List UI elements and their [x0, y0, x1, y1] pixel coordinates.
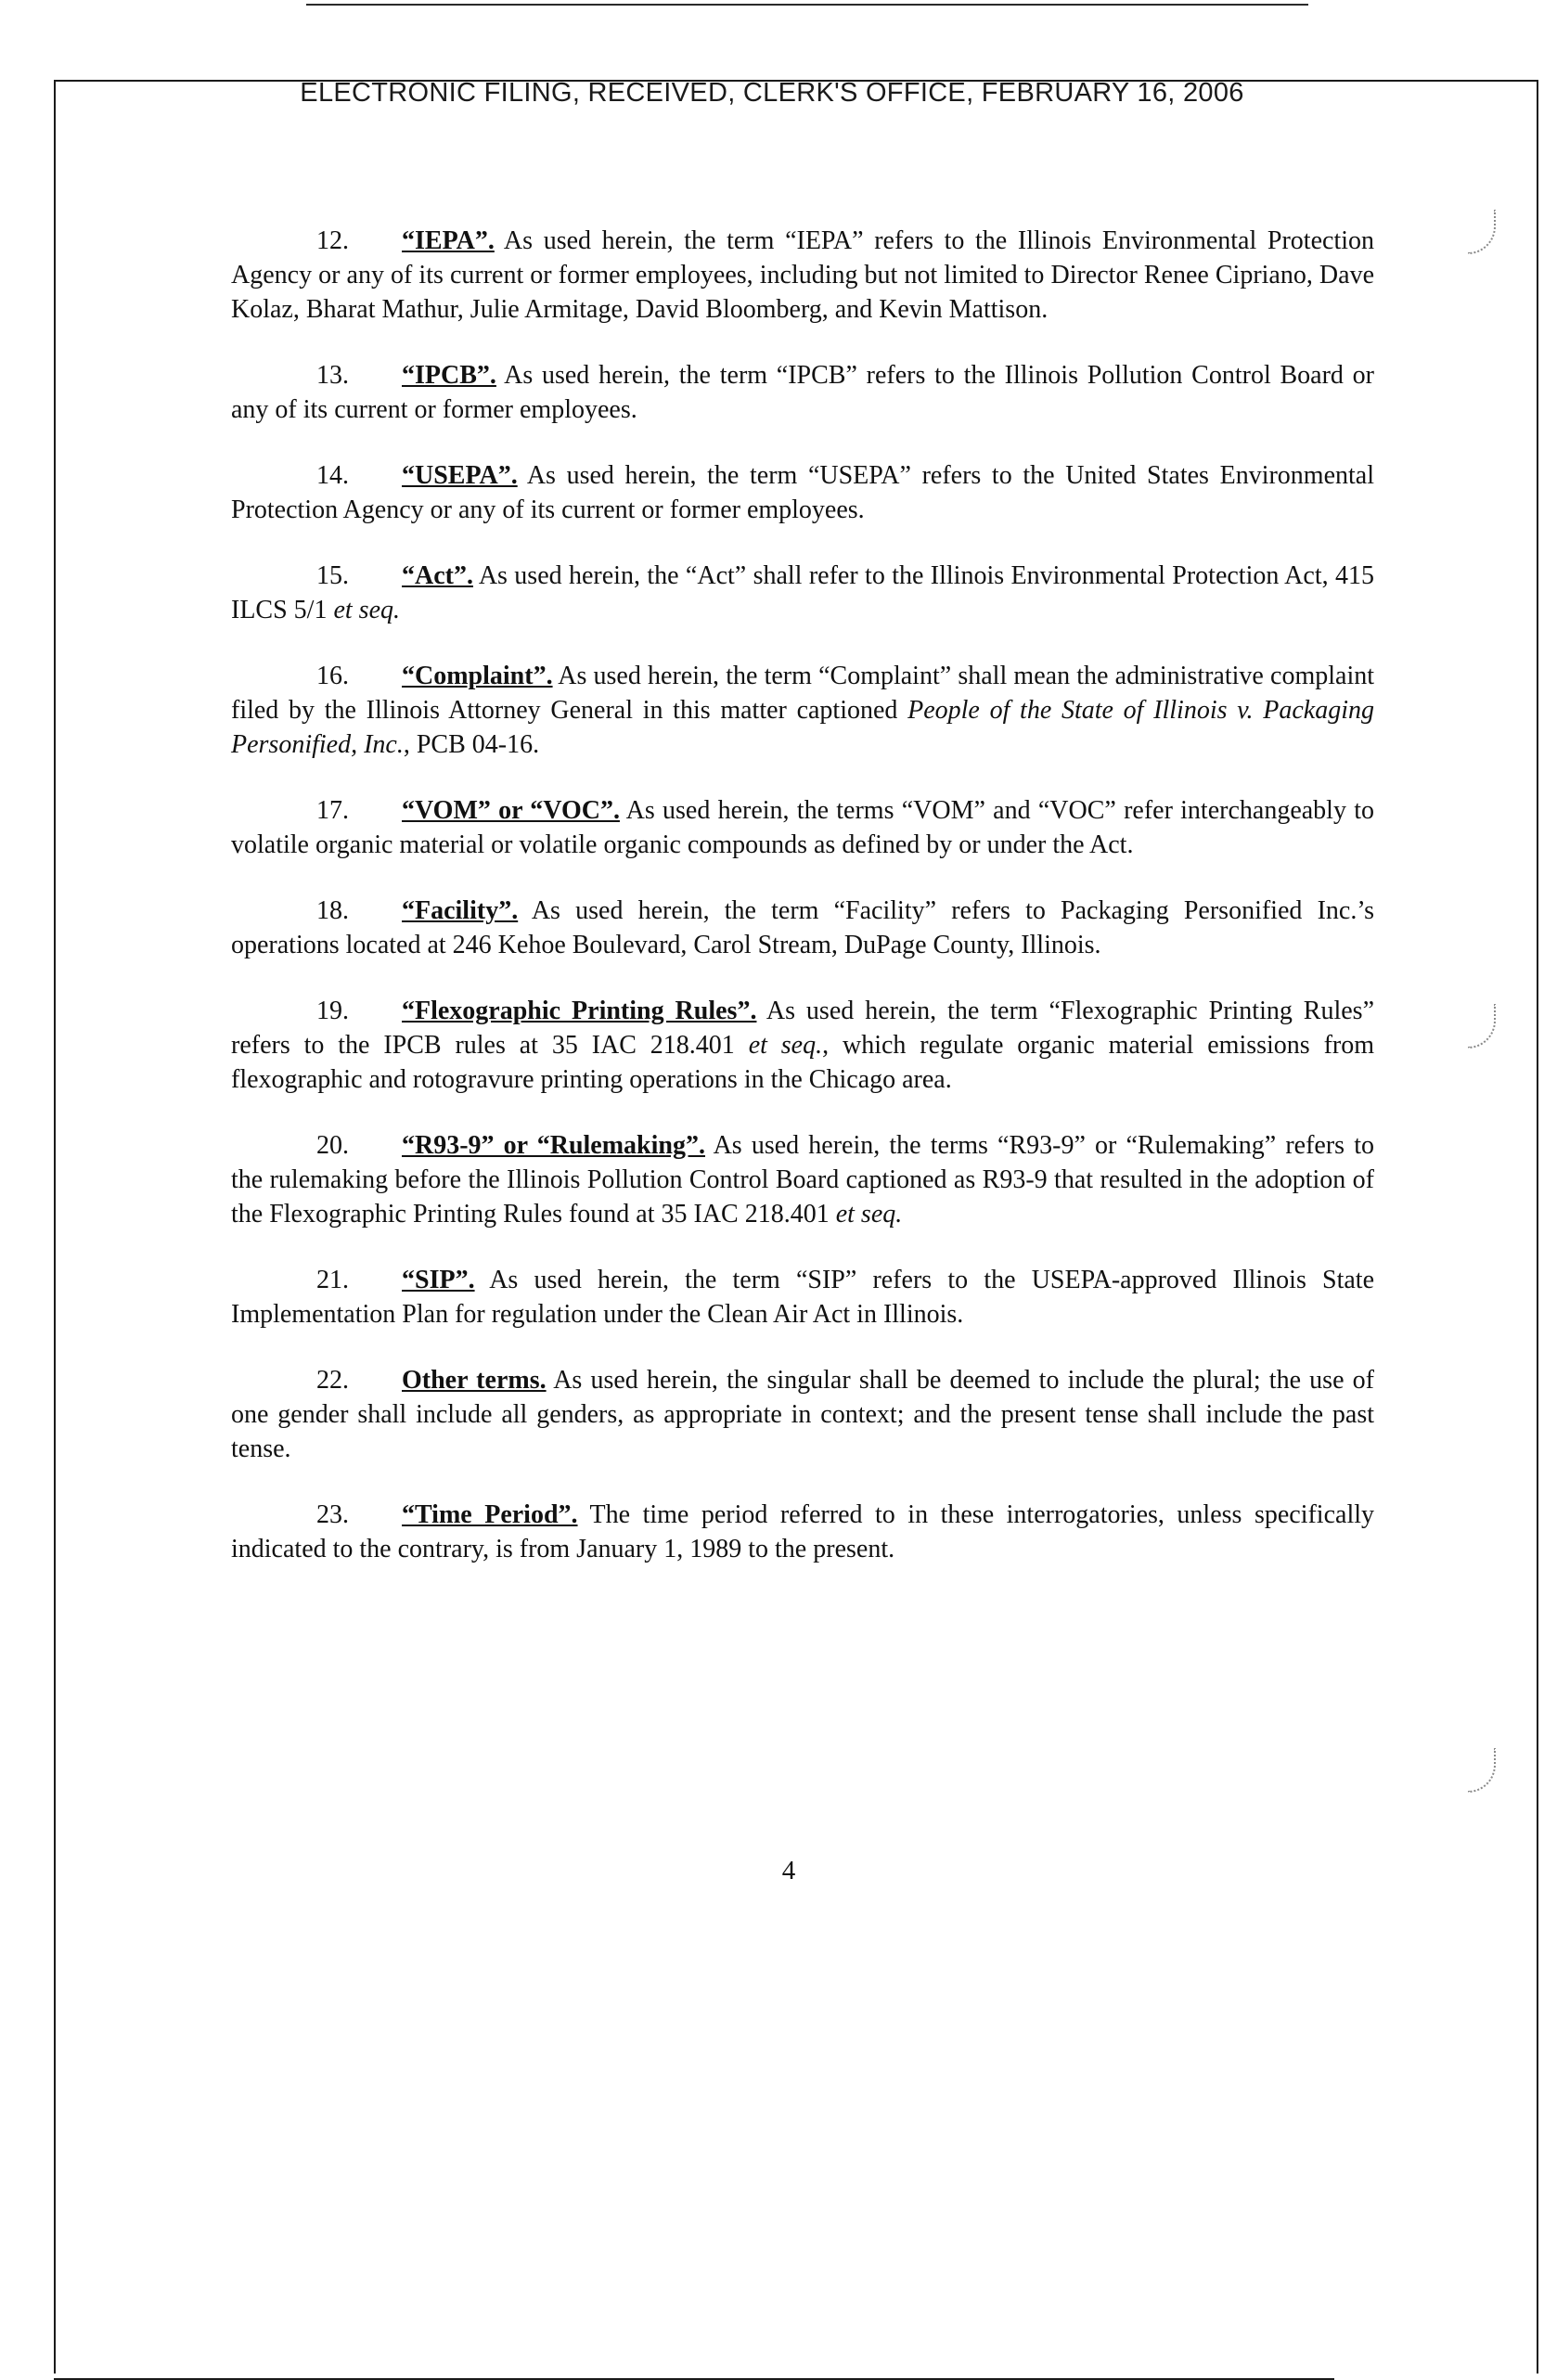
- defined-term: “Act”.: [402, 561, 473, 590]
- defined-term: “IEPA”.: [402, 226, 495, 255]
- definition-paragraph: [231, 994, 1374, 1097]
- definition-text: As used herein, the term “Facility” refers to Packaging Personified Inc.’s operations located at 246 Kehoe Boulevard, Carol Stream, DuPage County, Illinois.: [231, 896, 1374, 959]
- defined-term: “VOM” or “VOC”.: [402, 796, 620, 825]
- paragraph-number: 19.: [316, 997, 349, 1025]
- definition-text-tail: , PCB 04-16.: [403, 730, 540, 759]
- definition-paragraph: [231, 458, 1374, 527]
- paragraph-number: 13.: [316, 361, 349, 390]
- paragraph-number: 21.: [316, 1266, 349, 1294]
- defined-term: “Facility”.: [402, 896, 519, 925]
- top-scan-rule: [306, 4, 1308, 6]
- definition-text: As used herein, the term “Flexographic Printing Rules” refers to the IPCB rules at 35 IAC 218.401: [231, 997, 1375, 1060]
- definition-text: As used herein, the term “Complaint” shall mean the administrative complaint filed by the Illinois Attorney General in this matter captioned: [231, 662, 1374, 725]
- definition-text: As used herein, the term “IEPA” refers to the Illinois Environmental Protection Agency or any of its current or former employees, including but not limited to Director Renee Cipriano, Dave Kolaz, Bharat Mathur, Julie Armitage, David Bloomberg, and Kevin Mattison.: [231, 226, 1374, 324]
- definition-text: The time period referred to in these interrogatories, unless specifically indicated to the contrary, is from January 1, 1989 to the present.: [231, 1500, 1374, 1563]
- definition-paragraph: [231, 224, 1374, 327]
- definition-italic-text: et seq.: [333, 596, 400, 624]
- definition-text: As used herein, the “Act” shall refer to the Illinois Environmental Protection Act, 415 ILCS 5/1: [231, 561, 1374, 624]
- paragraph-number: 12.: [316, 226, 349, 255]
- definition-italic-text: et seq.: [835, 1200, 903, 1229]
- definition-paragraph: [231, 894, 1374, 962]
- definition-text: As used herein, the term “USEPA” refers to the United States Environmental Protection Agency or any of its current or former employees.: [231, 461, 1374, 524]
- filing-stamp-header: ELECTRONIC FILING, RECEIVED, CLERK'S OFFICE, FEBRUARY 16, 2006: [300, 78, 1244, 108]
- definition-paragraph: [231, 659, 1374, 762]
- definition-paragraph: [231, 1498, 1374, 1566]
- definition-paragraph: [231, 1128, 1374, 1231]
- defined-term: “R93-9” or “Rulemaking”.: [402, 1131, 705, 1160]
- definitions-list: [231, 224, 1374, 1598]
- paragraph-number: 17.: [316, 796, 349, 825]
- paragraph-number: 23.: [316, 1500, 349, 1529]
- paragraph-number: 16.: [316, 662, 349, 690]
- defined-term: Other terms.: [402, 1366, 547, 1395]
- paragraph-number: 18.: [316, 896, 349, 925]
- definition-paragraph: [231, 793, 1374, 862]
- definition-paragraph: [231, 1363, 1374, 1466]
- definition-italic-text: People of the State of Illinois v. Packaging Personified, Inc.: [231, 696, 1374, 759]
- definition-text: As used herein, the term “SIP” refers to the USEPA-approved Illinois State Implementation Plan for regulation under the Clean Air Act in Illinois.: [231, 1266, 1374, 1329]
- definition-text: As used herein, the term “IPCB” refers to the Illinois Pollution Control Board or any of its current or former employees.: [231, 361, 1374, 424]
- paragraph-number: 20.: [316, 1131, 349, 1160]
- definition-paragraph: [231, 1263, 1374, 1332]
- defined-term: “USEPA”.: [402, 461, 518, 490]
- paragraph-number: 15.: [316, 561, 349, 590]
- definition-paragraph: [231, 358, 1374, 427]
- page-number: 4: [781, 1856, 796, 1885]
- defined-term: “IPCB”.: [402, 361, 496, 390]
- defined-term: “SIP”.: [402, 1266, 475, 1294]
- defined-term: “Time Period”.: [402, 1500, 578, 1529]
- defined-term: “Flexographic Printing Rules”.: [402, 997, 757, 1025]
- definition-paragraph: [231, 559, 1374, 627]
- definition-text: As used herein, the singular shall be deemed to include the plural; the use of one gender shall include all genders, as appropriate in context; and the present tense shall include the past tense.: [231, 1366, 1374, 1463]
- defined-term: “Complaint”.: [402, 662, 553, 690]
- definition-text: As used herein, the terms “VOM” and “VOC” refer interchangeably to volatile organic material or volatile organic compounds as defined by or under the Act.: [231, 796, 1374, 859]
- definition-text: As used herein, the terms “R93-9” or “Rulemaking” refers to the rulemaking before the Illinois Pollution Control Board captioned as R93-9 that resulted in the adoption of the Flexographic Printing Rules found at 35 IAC 218.401: [231, 1131, 1374, 1229]
- definition-text-tail: , which regulate organic material emissions from flexographic and rotogravure printing operations in the Chicago area.: [231, 1031, 1374, 1094]
- paragraph-number: 22.: [316, 1366, 349, 1395]
- definition-italic-text: et seq.: [748, 1031, 823, 1060]
- paragraph-number: 14.: [316, 461, 349, 490]
